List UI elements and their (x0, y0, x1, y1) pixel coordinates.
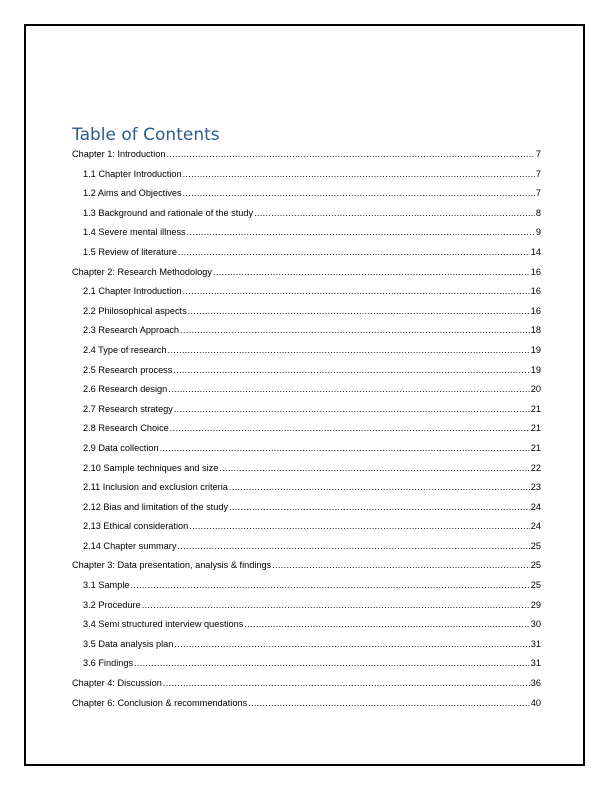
toc-entry-page-number: 9 (535, 227, 541, 238)
dot-leader (189, 521, 530, 531)
toc-entry-page-number: 16 (530, 266, 541, 277)
dot-leader (183, 169, 535, 179)
toc-entry-label: 1.1 Chapter Introduction (83, 168, 182, 179)
dot-leader (177, 541, 529, 551)
toc-entry-label: Chapter 6: Conclusion & recommendations (72, 697, 248, 708)
dot-leader (183, 188, 535, 198)
toc-entry[interactable] (72, 227, 541, 247)
toc-entry[interactable] (72, 521, 541, 541)
toc-entry[interactable] (72, 502, 541, 522)
dot-leader (160, 443, 530, 453)
toc-entry-page-number: 14 (530, 246, 541, 257)
dot-leader (244, 619, 529, 629)
toc-entry-label: 2.9 Data collection (83, 442, 159, 453)
toc-entry-page-number: 24 (530, 501, 541, 512)
toc-entry[interactable] (72, 188, 541, 208)
dot-leader (254, 208, 535, 218)
toc-entry[interactable] (72, 698, 541, 718)
toc-entry-label: 2.8 Research Choice (83, 423, 169, 434)
toc-entry[interactable] (72, 306, 541, 326)
toc-entry-page-number: 16 (530, 286, 541, 297)
toc-entry-label: 2.2 Philosophical aspects (83, 305, 187, 316)
toc-entry-label: 1.3 Background and rationale of the study (83, 207, 254, 218)
toc-entry-label: 3.6 Findings (83, 658, 134, 669)
toc-entry[interactable] (72, 149, 541, 169)
toc-entry[interactable] (72, 267, 541, 287)
toc-entry[interactable] (72, 443, 541, 463)
table-of-contents (72, 124, 541, 717)
dot-leader (168, 384, 529, 394)
toc-entry-page-number: 25 (530, 540, 541, 551)
dot-leader (213, 267, 530, 277)
dot-leader (272, 560, 530, 570)
toc-entry[interactable] (72, 423, 541, 443)
toc-entry-page-number: 29 (530, 599, 541, 610)
toc-entry-label: 3.4 Semi structured interview questions (83, 619, 244, 630)
toc-entry-label: 3.2 Procedure (83, 599, 141, 610)
toc-entry-page-number: 8 (535, 207, 541, 218)
toc-entry-page-number: 40 (530, 697, 541, 708)
toc-entry-page-number: 21 (530, 423, 541, 434)
toc-entry[interactable] (72, 619, 541, 639)
dot-leader (142, 600, 530, 610)
toc-entry-page-number: 25 (530, 580, 541, 591)
toc-entry-page-number: 21 (530, 403, 541, 414)
dot-leader (163, 678, 530, 688)
dot-leader (180, 325, 530, 335)
toc-entry[interactable] (72, 678, 541, 698)
dot-leader (183, 286, 530, 296)
toc-entry-page-number: 16 (530, 305, 541, 316)
toc-entry[interactable] (72, 169, 541, 189)
toc-entry[interactable] (72, 463, 541, 483)
toc-entry-page-number: 30 (530, 619, 541, 630)
dot-leader (248, 698, 530, 708)
toc-entry-page-number: 18 (530, 325, 541, 336)
toc-entry[interactable] (72, 639, 541, 659)
toc-entry[interactable] (72, 286, 541, 306)
toc-entry-label: 2.1 Chapter Introduction (83, 286, 182, 297)
toc-entry-label: Chapter 3: Data presentation, analysis & findings (72, 560, 272, 571)
toc-entry-label: 2.13 Ethical consideration (83, 521, 189, 532)
toc-entry[interactable] (72, 404, 541, 424)
toc-entry-label: 1.4 Severe mental illness (83, 227, 186, 238)
dot-leader (170, 423, 530, 433)
dot-leader (219, 463, 529, 473)
toc-entry-page-number: 23 (530, 482, 541, 493)
toc-entry-page-number: 25 (530, 560, 541, 571)
toc-entry-label: Chapter 4: Discussion (72, 678, 162, 689)
dot-leader (188, 306, 530, 316)
dot-leader (174, 404, 530, 414)
toc-entry-page-number: 24 (530, 521, 541, 532)
dot-leader (134, 658, 530, 668)
dot-leader (168, 345, 530, 355)
toc-entry[interactable] (72, 384, 541, 404)
toc-entry-label: 2.7 Research strategy (83, 403, 173, 414)
toc-entry-page-number: 20 (530, 384, 541, 395)
toc-entry-page-number: 31 (530, 658, 541, 669)
toc-entry-page-number: 31 (530, 638, 541, 649)
toc-entry-label: 3.5 Data analysis plan (83, 638, 174, 649)
toc-entry-page-number: 7 (535, 168, 541, 179)
dot-leader (187, 227, 535, 237)
toc-entry[interactable] (72, 247, 541, 267)
toc-entry[interactable] (72, 580, 541, 600)
toc-entry-label: 2.3 Research Approach (83, 325, 180, 336)
toc-entry-label: 2.5 Research process (83, 364, 173, 375)
dot-leader (173, 365, 529, 375)
toc-entry-label: 2.4 Type of research (83, 344, 167, 355)
toc-entry-label: 2.14 Chapter summary (83, 540, 177, 551)
dot-leader (178, 247, 530, 257)
dot-leader (174, 639, 529, 649)
toc-entry-page-number: 7 (535, 149, 541, 159)
toc-entry-label: 1.2 Aims and Objectives (83, 188, 182, 199)
toc-entry[interactable] (72, 482, 541, 502)
toc-entry-page-number: 19 (530, 364, 541, 375)
toc-entry[interactable] (72, 560, 541, 580)
dot-leader (166, 149, 534, 159)
toc-entry-label: 2.6 Research design (83, 384, 168, 395)
dot-leader (229, 502, 530, 512)
toc-list (72, 149, 541, 717)
toc-entry[interactable] (72, 365, 541, 385)
dot-leader (130, 580, 529, 590)
toc-entry-label: 3.1 Sample (83, 580, 130, 591)
toc-entry-page-number: 19 (530, 344, 541, 355)
toc-entry[interactable] (72, 541, 541, 561)
toc-entry-page-number: 7 (535, 188, 541, 199)
toc-entry-label: Chapter 1: Introduction (72, 149, 166, 159)
toc-entry-label: Chapter 2: Research Methodology (72, 266, 212, 277)
toc-entry-label: 1.5 Review of literature (83, 246, 177, 257)
dot-leader (229, 482, 530, 492)
toc-entry-label: 2.10 Sample techniques and size (83, 462, 219, 473)
toc-entry[interactable] (72, 345, 541, 365)
toc-entry-page-number: 22 (530, 462, 541, 473)
toc-title: Table of Contents (72, 125, 220, 145)
toc-entry-label: 2.11 Inclusion and exclusion criteria (83, 482, 228, 493)
toc-entry[interactable] (72, 325, 541, 345)
toc-entry[interactable] (72, 658, 541, 678)
toc-entry[interactable] (72, 208, 541, 228)
toc-entry-label: 2.12 Bias and limitation of the study (83, 501, 229, 512)
toc-entry-page-number: 36 (530, 678, 541, 689)
toc-entry-page-number: 21 (530, 442, 541, 453)
toc-entry[interactable] (72, 600, 541, 620)
